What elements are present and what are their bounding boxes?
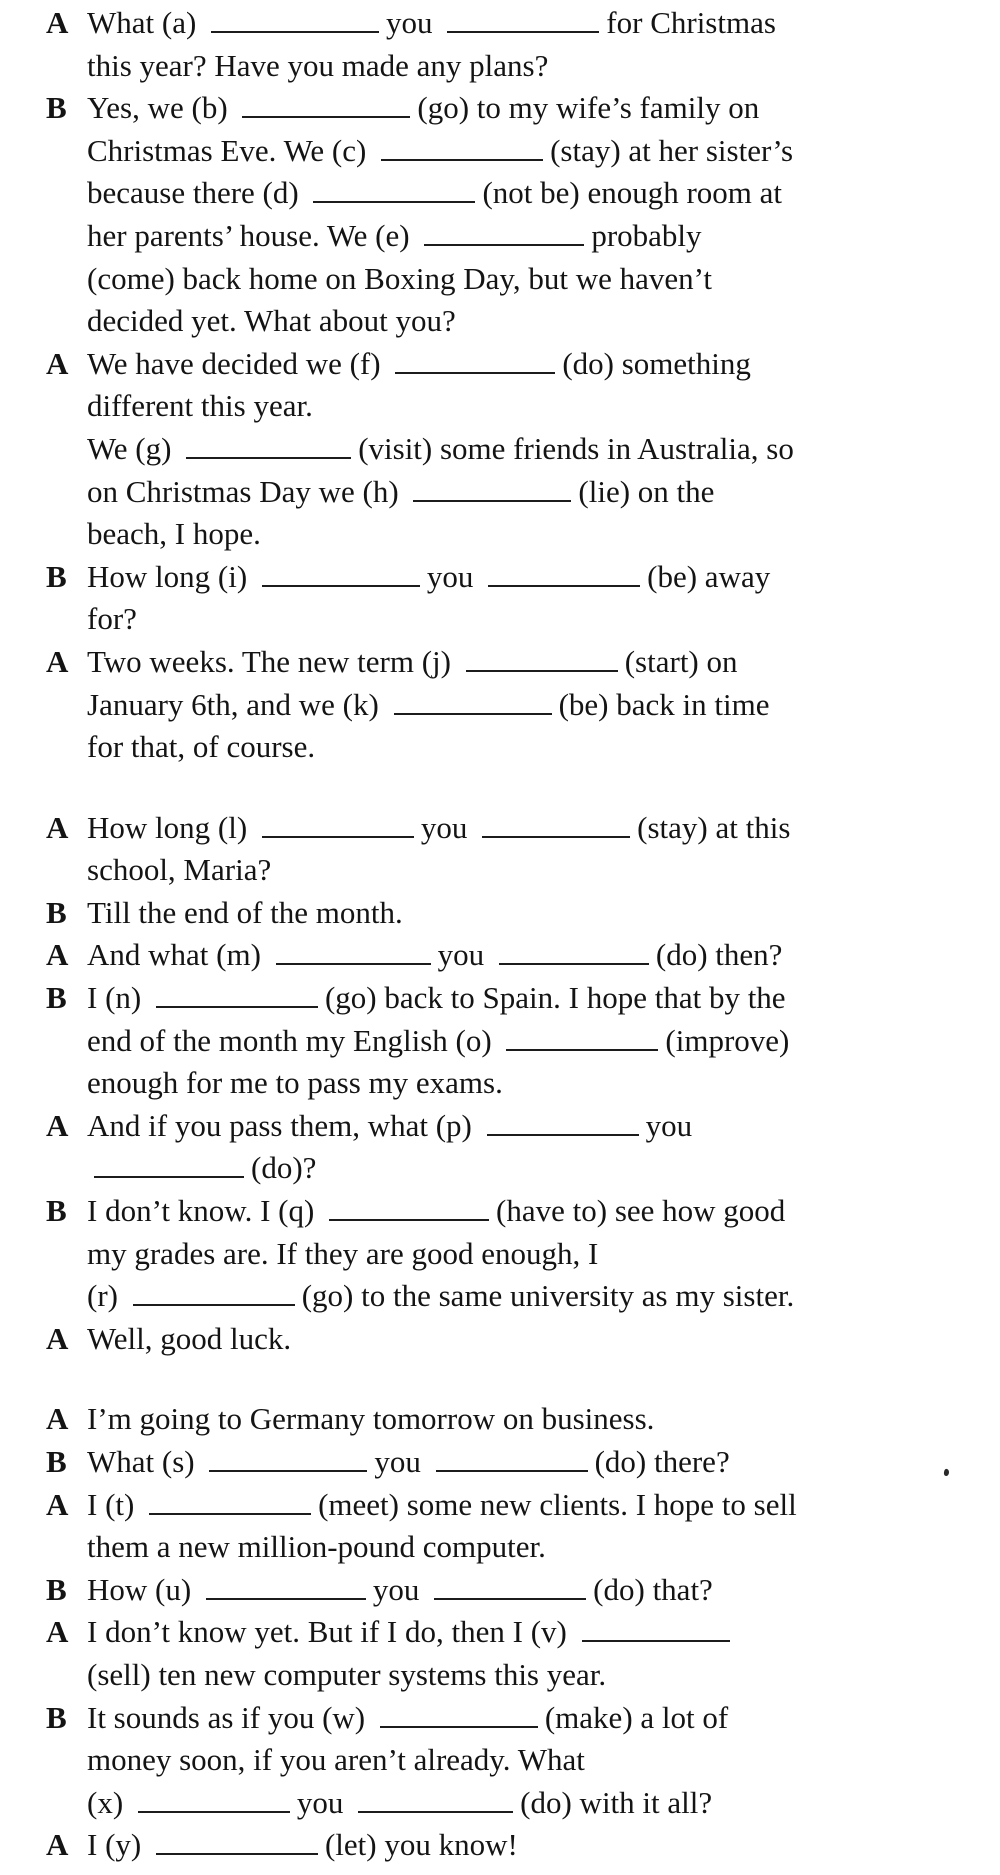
speaker-label: A [46,345,69,381]
line-text: on Christmas Day we (h) [87,473,399,509]
line-text: (do) there? [594,1444,730,1479]
fill-in-blank [276,962,431,965]
turn-lines [87,1697,980,1825]
dialogue-turn [46,934,980,977]
dialogue-line [87,385,980,428]
fill-in-blank [211,30,379,33]
turn-lines [87,556,980,641]
line-text: What (s) [87,1444,195,1479]
line-text: you [386,5,433,40]
dialogue-line [87,1398,980,1441]
line-text: I (t) [87,1486,135,1522]
dialogue-turn [46,807,980,892]
fill-in-blank [138,1810,290,1813]
speaker-label: A [46,1614,69,1650]
line-text: It sounds as if you (w) [87,1699,366,1735]
dialogue-line [87,1020,980,1063]
dialogue-turn [46,1318,980,1361]
line-text: money soon, if you aren’t already. What [87,1742,585,1778]
dialogue-line [87,513,980,556]
line-text: What (a) [87,5,197,40]
line-text: How long (l) [87,809,248,845]
line-text: January 6th, and we (k) [87,686,379,722]
fill-in-blank [358,1810,513,1813]
line-text: decided yet. What about you? [87,303,456,339]
turn-lines [87,807,980,892]
turn-lines [87,343,980,556]
line-text: (do)? [251,1150,317,1186]
dialogue-group-3 [46,1398,980,1867]
fill-in-blank [434,1597,586,1600]
fill-in-blank [394,712,552,715]
line-text: We (g) [87,430,172,466]
fill-in-blank [156,1005,318,1008]
speaker-label: B [46,1699,68,1735]
line-text: (make) a lot of [544,1699,729,1735]
dialogue-line [87,641,980,684]
line-text: probably [591,217,702,253]
turn-lines [87,892,980,935]
dialogue-line [87,598,980,641]
line-text: (be) away [647,558,771,594]
line-text: (stay) at her sister’s [550,132,794,168]
dialogue-line [87,1062,980,1105]
speaker-label: A [46,1320,69,1356]
line-text: (improve) [665,1022,790,1058]
line-text: I (y) [87,1827,142,1863]
line-text: different this year. [87,388,313,424]
line-text: (do) that? [593,1571,713,1607]
line-text: Yes, we (b) [87,90,228,126]
fill-in-blank [313,200,475,203]
line-text: (visit) some friends in Australia, so [358,430,794,466]
fill-in-blank [436,1469,588,1472]
dialogue-turn [46,1611,980,1696]
dialogue-line [87,471,980,514]
line-text: you [372,1571,420,1607]
line-text: end of the month my English (o) [87,1022,492,1058]
dialogue-line [87,1782,980,1825]
line-text: school, Maria? [87,852,272,888]
line-text: for? [87,601,137,637]
fill-in-blank [487,1133,639,1136]
turn-lines [87,2,980,87]
turn-lines [87,1569,980,1612]
speaker-label: A [46,809,69,845]
line-text: I don’t know yet. But if I do, then I (v) [87,1614,567,1650]
line-text: And what (m) [87,937,261,973]
line-text: this year? Have you made any plans? [87,47,549,83]
fill-in-blank [499,962,649,965]
line-text: you [437,937,485,973]
speaker-label: B [46,980,68,1016]
fill-in-blank [149,1512,311,1515]
speaker-label: A [46,1827,69,1863]
dialogue-line [87,45,980,88]
speaker-label: B [46,1571,68,1607]
speaker-label: B [46,894,68,930]
dialogue-line [87,428,980,471]
speaker-label: B [46,558,68,594]
dialogue-line [87,977,980,1020]
line-text: you [645,1107,693,1143]
dialogue-turn [46,1398,980,1441]
dialogue-line [87,1526,980,1569]
line-text: (not be) enough room at [482,175,783,211]
fill-in-blank [206,1597,366,1600]
line-text: you [426,558,474,594]
dialogue-turn [46,1484,980,1569]
line-text: (x) [87,1784,124,1820]
dialogue-line [87,343,980,386]
line-text: for Christmas [606,5,776,40]
dialogue-line [87,1105,980,1148]
dialogue-line [87,892,980,935]
line-text: (have to) see how good [496,1193,786,1229]
turn-lines [87,1105,980,1190]
line-text: (do) then? [655,937,783,973]
dialogue-line [87,2,980,45]
line-text: (stay) at this [637,809,791,845]
speaker-label: A [46,1401,69,1437]
line-text: (let) you know! [324,1827,518,1863]
line-text: How (u) [87,1571,192,1607]
turn-lines [87,977,980,1105]
line-text: Till the end of the month. [87,894,403,930]
dialogue-line [87,684,980,727]
dialogue-line [87,1147,980,1190]
line-text: because there (d) [87,175,299,211]
line-text: my grades are. If they are good enough, I [87,1235,599,1271]
dialogue-line [87,1484,980,1527]
dialogue-turn [46,641,980,769]
dialogue-line [87,556,980,599]
speaker-label: A [46,1486,69,1522]
line-text: (be) back in time [558,686,770,722]
speaker-label: A [46,5,69,40]
dialogue-turn [46,1190,980,1318]
dialogue-turn [46,2,980,87]
fill-in-blank [262,835,414,838]
line-text: And if you pass them, what (p) [87,1107,472,1143]
dialogue-line [87,215,980,258]
dialogue-line [87,300,980,343]
turn-lines [87,1824,980,1867]
line-text: you [296,1784,344,1820]
dialogue-line [87,258,980,301]
dialogue-line [87,87,980,130]
turn-lines [87,1441,980,1484]
fill-in-blank [329,1218,489,1221]
dialogue-line [87,934,980,977]
line-text: (sell) ten new computer systems this year. [87,1656,607,1692]
fill-in-blank [94,1175,244,1178]
line-text: (lie) on the [578,473,715,509]
dialogue-line [87,807,980,850]
line-text: you [374,1444,421,1479]
dialogue-line [87,1318,980,1361]
dialogue-line [87,1654,980,1697]
speaker-label: B [46,1193,68,1229]
dialogue-turn [46,343,980,556]
dialogue-line [87,1824,980,1867]
dialogue-line [87,1275,980,1318]
line-text: (go) back to Spain. I hope that by the [324,980,786,1016]
fill-in-blank [506,1048,658,1051]
line-text: I don’t know. I (q) [87,1193,315,1229]
line-text: (go) to the same university as my sister. [301,1278,795,1314]
dialogue-turn [46,1441,980,1484]
line-text: (r) [87,1278,118,1314]
line-text: (start) on [624,643,738,679]
line-text: Well, good luck. [87,1320,292,1356]
turn-lines [87,641,980,769]
dialogue-group-2 [46,807,980,1361]
dialogue-turn [46,1824,980,1867]
dialogue-line [87,1739,980,1782]
dialogue-line [87,130,980,173]
fill-in-blank [424,243,584,246]
fill-in-blank [156,1852,318,1855]
dialogue-group-1 [46,2,980,769]
speaker-label: A [46,1107,69,1143]
dialogue-exercise [46,2,980,1867]
line-text: (do) with it all? [520,1784,713,1820]
turn-lines [87,1398,980,1441]
dialogue-turn [46,1697,980,1825]
dialogue-turn [46,977,980,1105]
line-text: How long (i) [87,558,248,594]
line-text: Christmas Eve. We (c) [87,132,367,168]
fill-in-blank [186,456,351,459]
speaker-label: A [46,937,69,973]
fill-in-blank [380,1725,538,1728]
dialogue-line [87,1233,980,1276]
dialogue-line [87,726,980,769]
dialogue-line [87,849,980,892]
dialogue-turn [46,1105,980,1190]
fill-in-blank [395,371,555,374]
dialogue-turn [46,1569,980,1612]
line-text: them a new million-pound computer. [87,1529,546,1565]
line-text: (meet) some new clients. I hope to sell [318,1486,797,1522]
line-text: you [420,809,468,845]
fill-in-blank [381,158,543,161]
turn-lines [87,1190,980,1318]
fill-in-blank [133,1303,295,1306]
dialogue-line [87,1569,980,1612]
turn-lines [87,934,980,977]
dialogue-line [87,172,980,215]
line-text: I (n) [87,980,142,1016]
turn-lines [87,1318,980,1361]
dialogue-turn [46,556,980,641]
line-text: (do) something [562,345,751,381]
turn-lines [87,1484,980,1569]
fill-in-blank [262,584,420,587]
line-text: (come) back home on Boxing Day, but we haven’t [87,260,712,296]
line-text: (go) to my wife’s family on [417,90,760,126]
line-text: beach, I hope. [87,516,261,552]
fill-in-blank [447,30,599,33]
dialogue-line [87,1697,980,1740]
fill-in-blank [488,584,640,587]
dialogue-line [87,1441,980,1484]
turn-lines [87,1611,980,1696]
line-text: We have decided we (f) [87,345,381,381]
fill-in-blank [242,115,410,118]
fill-in-blank [413,499,571,502]
fill-in-blank [482,835,630,838]
dialogue-turn [46,892,980,935]
speaker-label: A [46,643,69,679]
line-text: I’m going to Germany tomorrow on business. [87,1401,655,1437]
dialogue-line [87,1611,980,1654]
line-text: Two weeks. The new term (j) [87,643,451,679]
line-text: enough for me to pass my exams. [87,1065,503,1101]
line-text: for that, of course. [87,729,316,765]
fill-in-blank [209,1469,367,1472]
turn-lines [87,87,980,343]
speaker-label: B [46,90,68,126]
speaker-label: B [46,1444,68,1479]
dialogue-turn [46,87,980,343]
fill-in-blank [466,669,618,672]
line-text: her parents’ house. We (e) [87,217,410,253]
fill-in-blank [582,1639,730,1642]
dialogue-line [87,1190,980,1233]
